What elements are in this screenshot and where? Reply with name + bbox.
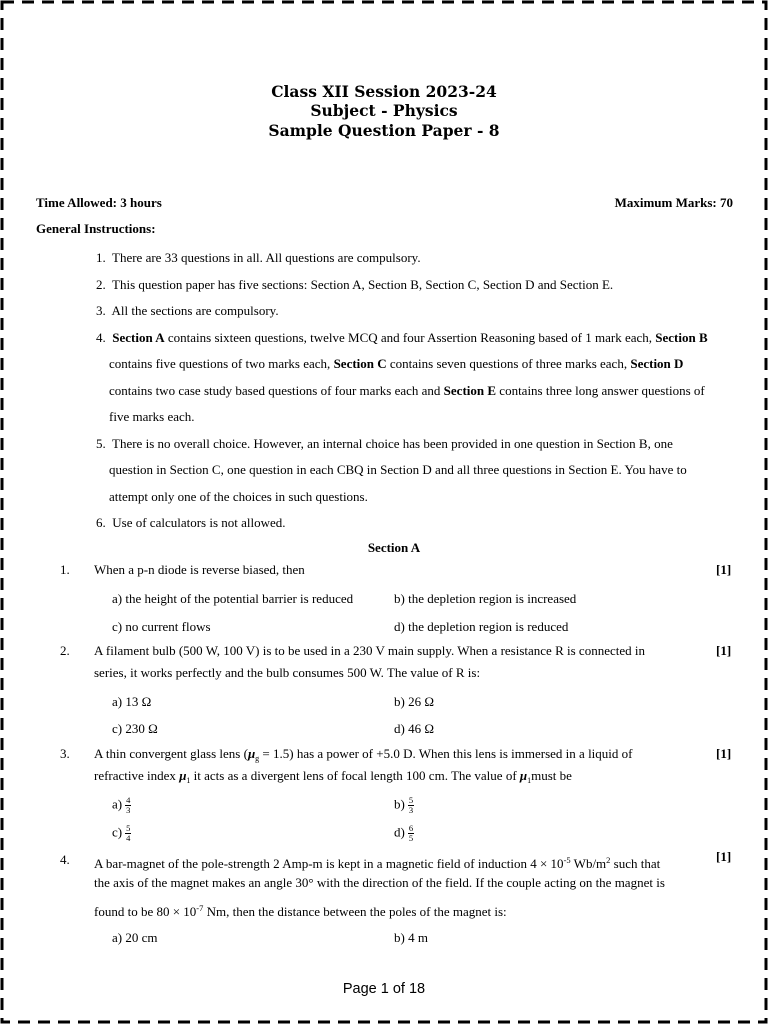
option-a: a) the height of the potential barrier is reduced: [112, 591, 354, 606]
question-text-line: refractive index $\mu_1$ it acts as a divergent lens of focal length 100 cm. The value of $\mu_1must$ be: [94, 768, 572, 785]
option-a: a) $\frac{4}{3}$: [112, 795, 131, 815]
option-b: b) $\frac{5}{3}$: [394, 795, 414, 815]
instructions-list: [96, 245, 736, 537]
instruction-continuation: contains five questions of two marks each, Section C contains seven questions of three marks each, Section D: [109, 356, 684, 371]
fraction: $\frac{5}{3}$: [408, 795, 414, 815]
instruction-continuation: attempt only one of the choices in such questions.: [109, 488, 368, 504]
question-number: 1.: [60, 562, 70, 577]
option-b: b) 4 m: [394, 930, 428, 945]
option-b: b) the depletion region is increased: [394, 591, 577, 606]
instruction-continuation: question in Section C, one question in each CBQ in Section D and all three questions in Section E. You have to: [109, 462, 687, 477]
fraction: $\frac{6}{5}$: [408, 823, 414, 843]
question-number: 4.: [60, 852, 70, 867]
question-marks: [1]: [716, 746, 732, 761]
question-marks: [1]: [716, 562, 732, 577]
question-marks: [1]: [716, 849, 732, 864]
question-text-line: A filament bulb (500 W, 100 V) is to be used in a 230 V main supply. When a resistance R is connected in: [94, 643, 645, 658]
maximum-marks: Maximum Marks: 70: [614, 195, 733, 210]
paper-class-title: Class XII Session 2023-24: [271, 82, 497, 101]
question-text: When a p-n diode is reverse biased, then: [94, 562, 305, 577]
paper-name-title: Sample Question Paper - 8: [268, 121, 500, 140]
question-text-line: found to be $80 \times 10^{-7}$ Nm, then the distance between the poles of the magnet is:: [94, 903, 507, 919]
instruction-continuation: contains two case study based questions of four marks each and Section E contains three long answer questions of: [109, 382, 705, 398]
question-text-line: series, it works perfectly and the bulb consumes 500 W. The value of R is:: [94, 665, 481, 680]
instruction-item: 1. There are 33 questions in all. All questions are compulsory.: [96, 250, 421, 265]
fraction: $\frac{5}{4}$: [126, 823, 131, 843]
option-d: d) $\frac{6}{5}$: [394, 823, 414, 843]
general-instructions-heading: General Instructions:: [36, 221, 156, 236]
question-text-line: A bar-magnet of the pole-strength 2 Amp-m is kept in a magnetic field of induction $4 \times 10^{-5}$ $Wb/m^2$ such that: [94, 855, 661, 871]
fraction: $\frac{4}{3}$: [126, 795, 131, 815]
question-number: 3.: [60, 746, 70, 761]
option-b: b) 26 Ω: [394, 694, 434, 709]
page-number: Page 1 of 18: [342, 981, 426, 997]
option-c: c) 230 Ω: [112, 721, 158, 736]
option-a: a) 13 Ω: [112, 694, 152, 709]
instruction-item: 4. Section A contains sixteen questions, twelve MCQ and four Assertion Reasoning based of 1 mark each, Section B: [96, 329, 708, 345]
paper-subject-title: Subject - Physics: [310, 101, 458, 120]
instruction-item: 3. All the sections are compulsory.: [96, 303, 279, 318]
option-d: d) the depletion region is reduced: [394, 619, 569, 634]
instruction-item: 6. Use of calculators is not allowed.: [96, 515, 286, 530]
question-marks: [1]: [716, 643, 732, 658]
question-text-line: the axis of the magnet makes an angle 30° with the direction of the field. If the couple acting on the magnet is: [94, 875, 665, 890]
instruction-continuation: five marks each.: [109, 409, 195, 424]
question-number: 2.: [60, 643, 70, 658]
instruction-item: 5. There is no overall choice. However, an internal choice has been provided in one question in Section B, one: [96, 435, 673, 451]
time-allowed: Time Allowed: 3 hours: [36, 195, 162, 210]
option-c: c) no current flows: [112, 619, 211, 634]
option-d: d) 46 Ω: [394, 721, 434, 736]
section-a-title: Section A: [367, 540, 421, 555]
instruction-item: 2. This question paper has five sections: Section A, Section B, Section C, Section D and Section E.: [96, 276, 614, 292]
option-c: c) $\frac{5}{4}$: [112, 823, 131, 843]
option-a: a) 20 cm: [112, 930, 158, 945]
question-text-line: A thin convergent glass lens $(\mu_g = 1.5)$ has a power of +5.0 D. When this lens is immersed in a liquid of: [94, 746, 633, 763]
